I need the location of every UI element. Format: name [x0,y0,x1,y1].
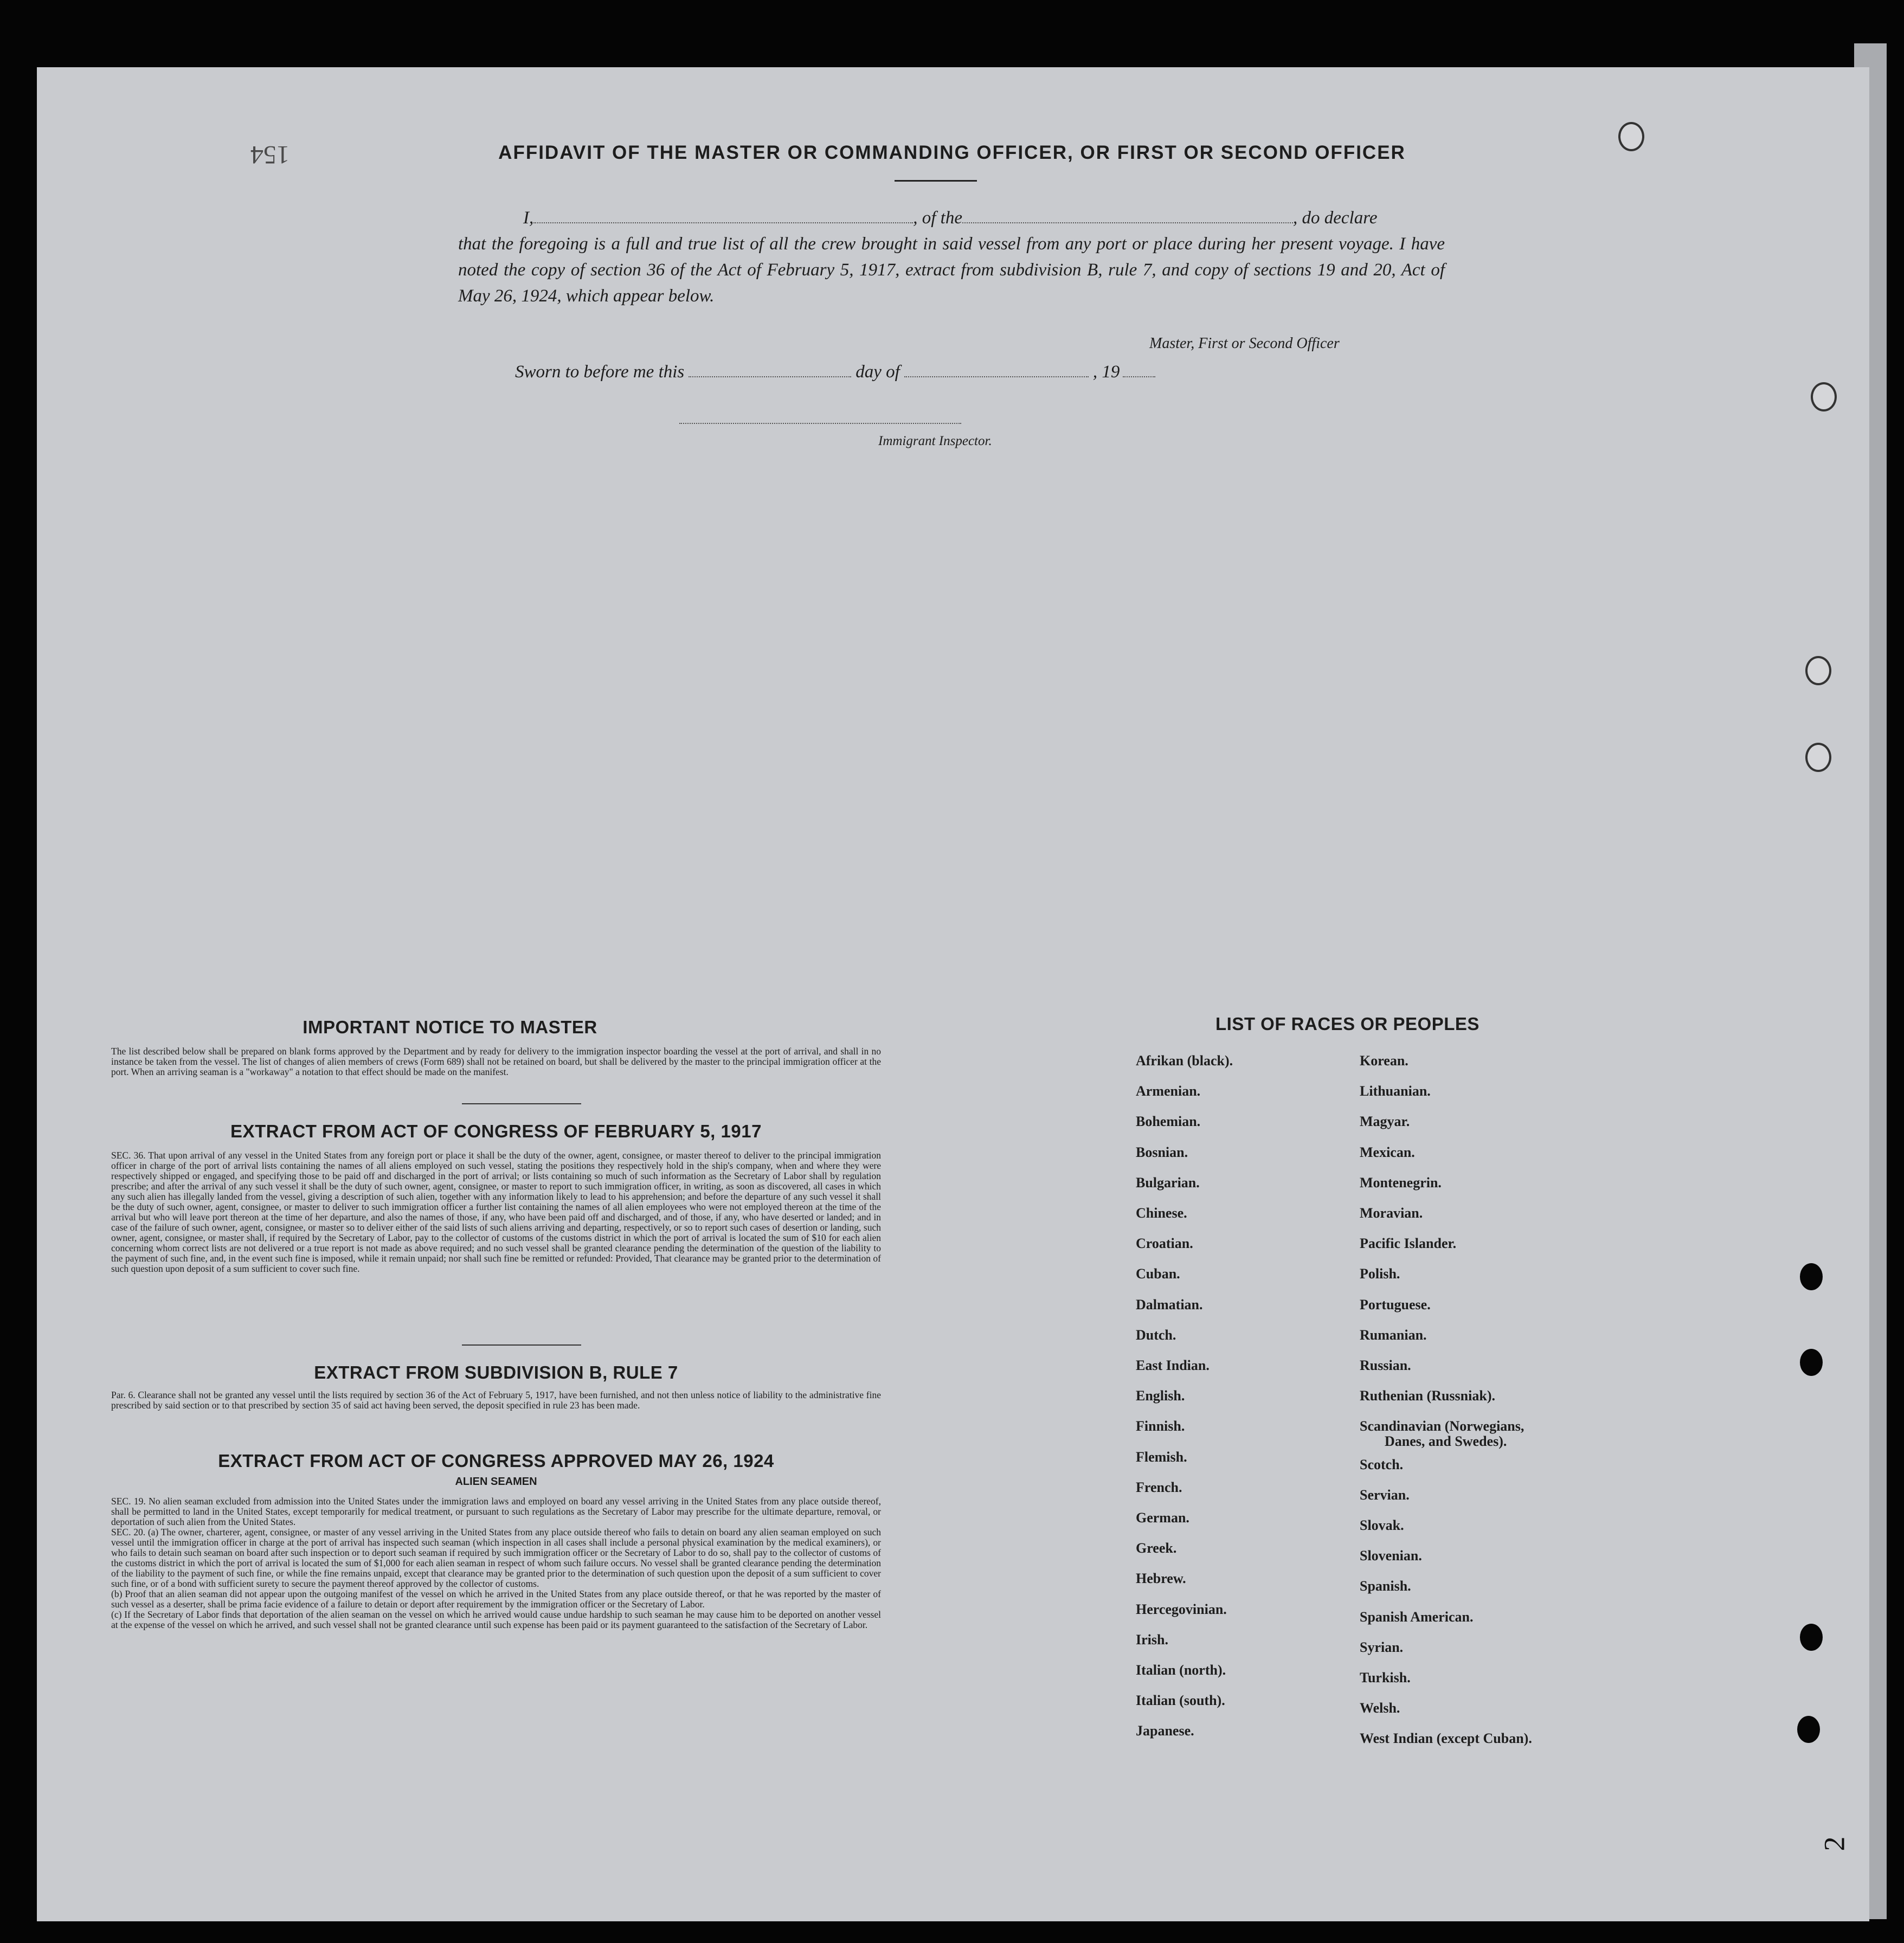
binder-hole [1800,1263,1823,1290]
race-item: Syrian. [1360,1639,1404,1655]
binder-hole [1797,1716,1820,1743]
race-item: Turkish. [1360,1670,1411,1685]
extract-1924-text [111,1496,881,1630]
declaration-line [458,205,1445,231]
race-item: Chinese. [1136,1205,1187,1221]
vessel-blank[interactable] [962,211,1293,223]
race-item: Slovak. [1360,1517,1404,1533]
of-the-label: , of the [913,208,962,228]
race-item: Magyar. [1360,1114,1410,1129]
race-item: Welsh. [1360,1700,1400,1716]
affidavit-body [458,205,1445,309]
officer-signature-label: Master, First or Second Officer [1149,335,1340,352]
sec-19: SEC. 19. No alien seaman excluded from admission into the United States under the immigration laws and employed on board any vessel arriving in the United States from any place outside thereof, shall be permitted to land in the United States, except temporarily for medical treatment, or pursuant to such regulations as the Secretary of Labor may prescribe for the ultimate departure, removal, or deportation of such alien from the United States. [111,1496,881,1527]
race-item: Hebrew. [1136,1571,1186,1586]
extract-1917-text: SEC. 36. That upon arrival of any vessel in the United States from any foreign port or place it shall be the duty of the owner, agent, consignee, or master thereof to deliver to the principal immigration officer in charge of the port of arrival lists containing the names of all aliens employed on such vessel, stating the positions they respectively hold in the ship's company, when and where they were respectively shipped or engaged, and specifying those to be paid off and discharged in the port of arrival; or lists containing so much of such information as the Secretary of Labor shall by regulation prescribe; and after the arrival of any such vessel it shall be the duty of such owner, agent, consignee, or master to report to such immigration officer, in writing, as soon as discovered, all cases in which any such alien has illegally landed from the vessel, giving a description of such alien, together with any information likely to lead to his apprehension; and before the departure of any such vessel it shall be the duty of such owner, agent, consignee, or master to deliver to such immigration officer a further list containing the names of all alien employees who were not employed thereon at the time of the arrival but who will leave port thereon at the time of her departure, and also the names of those, if any, who have been paid off and discharged, and of those, if any, who have deserted or landed; and in case of the failure of such owner, agent, consignee, or master so to deliver either of the said lists of such aliens arriving and departing, respectively, or so to report such cases of desertion or landing, such owner, agent, consignee, or master shall, if required by the Secretary of Labor, pay to the collector of customs of the customs district in which the port of arrival is located the sum of $10 for each alien concerning whom correct lists are not delivered or a true report is not made as above required; and no such vessel shall be granted clearance pending the determination of the question of the liability to the payment of such fine, and, in the event such fine is imposed, while it remain unpaid; nor shall such fine be remitted or refunded: Provided, That clearance may be granted prior to the determination of such question upon deposit of a sum sufficient to cover such fine. [111,1150,881,1274]
race-item: Montenegrin. [1360,1175,1442,1191]
notice-text: The list described below shall be prepared on blank forms approved by the Department and by ready for delivery to the immigration inspector boarding the vessel at the port of arrival, and shall in no instance be taken from the vessel. The list of changes of alien members of crews (Form 689) shall not be retained on board, but shall be delivered by the master to the principal immigration officer at the port. When an arriving seaman is a "workaway" a notation to that effect should be made on the manifest. [111,1046,881,1077]
rule-7-text: Par. 6. Clearance shall not be granted any vessel until the lists required by section 36 of the Act of February 5, 1917, have been furnished, and not then unless notice of liability to the administrative fine prescribed by said section or to that prescribed by section 35 of said act having been served, the deposit specified in rule 23 has been made. [111,1389,881,1411]
race-item: Lithuanian. [1360,1083,1431,1099]
race-item: Pacific Islander. [1360,1236,1457,1251]
race-item: West Indian (except Cuban). [1360,1730,1532,1746]
race-item: Ruthenian (Russniak). [1360,1388,1495,1404]
divider [462,1344,581,1346]
race-item: Japanese. [1136,1723,1194,1739]
race-item: German. [1136,1510,1189,1526]
race-item: Italian (south). [1136,1693,1225,1708]
extract-1924-title: EXTRACT FROM ACT OF CONGRESS APPROVED MAY 26, 1924 [218,1451,774,1471]
binder-hole [1618,122,1644,151]
corner-page-mark: 2 [1818,1836,1851,1851]
race-item: East Indian. [1136,1357,1210,1373]
race-item: Armenian. [1136,1083,1201,1099]
race-item: Greek. [1136,1540,1177,1556]
year-blank[interactable] [1123,365,1155,377]
alien-seamen-subtitle: ALIEN SEAMEN [455,1476,537,1488]
sec-20-b: (b) Proof that an alien seaman did not appear upon the outgoing manifest of the vessel on which he arrived in the United States from any place outside thereof, or that he was reported by the master of such vessel as a deserter, shall be prima facie evidence of a failure to detain or deport after requirement by the immigration officer or the Secretary of Labor. [111,1588,881,1610]
affidavit-statement: that the foregoing is a full and true list of all the crew brought in said vessel from any port or place during her present voyage. I have noted the copy of section 36 of the Act of February 5, 1917, extract from subdivision B, rule 7, and copy of sections 19 and 20, Act of May 26, 1924, which appear below. [458,234,1445,306]
day-of-label: day of [855,362,900,382]
sec-20-a: SEC. 20. (a) The owner, charterer, agent, consignee, or master of any vessel arriving in the United States from any place outside thereof who fails to detain on board any alien seaman employed on such vessel until the immigration officer in charge at the port of arrival has inspected such seaman (which inspection in all cases shall include a personal physical examination by the medical examiners), or who fails to detain such seaman on board after such inspection or to deport such seaman if required by such immigration officer or the Secretary of Labor to do so, shall pay to the collector of customs of the customs district in which the port of arrival is located the sum of $1,000 for each alien seaman in respect of whom such failure occurs. No vessel shall be granted clearance pending the determination of the liability to the payment of such fine, or while the fine remains unpaid, except that clearance may be granted prior to the determination of such question upon the deposit of a sum sufficient to cover such fine, or of a bond with sufficient surety to secure the payment thereof approved by the collector of customs. [111,1527,881,1589]
binder-hole [1805,743,1831,772]
race-item: Spanish American. [1360,1609,1474,1625]
race-item: English. [1136,1388,1185,1404]
race-item: Dutch. [1136,1327,1176,1343]
race-item: Finnish. [1136,1418,1185,1434]
rule-7-title: EXTRACT FROM SUBDIVISION B, RULE 7 [314,1362,678,1382]
race-item: Scotch. [1360,1457,1404,1472]
race-item: Russian. [1360,1357,1411,1373]
year-label: , 19 [1092,362,1120,382]
month-blank[interactable] [904,365,1089,377]
i-label: I, [523,208,534,228]
race-item: Afrikan (black). [1136,1053,1233,1069]
binder-hole [1811,382,1837,411]
divider [462,1103,581,1104]
day-blank[interactable] [689,365,851,377]
races-title: LIST OF RACES OR PEOPLES [1215,1014,1480,1034]
race-item: Italian (north). [1136,1662,1226,1678]
race-item: Cuban. [1136,1266,1180,1282]
inspector-signature-line[interactable] [679,423,961,424]
extract-1917-title: EXTRACT FROM ACT OF CONGRESS OF FEBRUARY 5, 1917 [230,1121,762,1141]
sworn-line [515,362,1220,382]
race-item: French. [1136,1479,1182,1495]
race-item: Scandinavian (Norwegians, [1360,1418,1525,1434]
race-item: Mexican. [1360,1144,1415,1160]
affidavit-title: AFFIDAVIT OF THE MASTER OR COMMANDING OFFICER, OR FIRST OR SECOND OFFICER [498,142,1406,163]
sec-20-c: (c) If the Secretary of Labor finds that deportation of the alien seaman on the vessel on which he arrived would cause undue hardship to such seaman he may cause him to be deported on another vessel at the expense of the vessel on which he arrived, and such vessel shall not be granted clearance until such expense has been paid or its payment guaranteed to the satisfaction of the Secretary of Labor. [111,1609,881,1630]
notice-title: IMPORTANT NOTICE TO MASTER [303,1017,597,1037]
race-item: Bulgarian. [1136,1175,1200,1191]
race-item: Flemish. [1136,1449,1187,1465]
name-blank[interactable] [533,211,913,223]
race-item: Slovenian. [1360,1548,1422,1564]
document-sheet [37,67,1869,1921]
race-item: Servian. [1360,1487,1410,1503]
race-item: Dalmatian. [1136,1297,1203,1313]
race-item: Rumanian. [1360,1327,1427,1343]
race-item: Croatian. [1136,1236,1193,1251]
race-item: Polish. [1360,1266,1400,1282]
race-item: Moravian. [1360,1205,1423,1221]
binder-hole [1800,1349,1823,1376]
do-declare-label: , do declare [1292,208,1378,228]
race-item: Hercegovinian. [1136,1601,1227,1617]
sworn-prefix: Sworn to before me this [515,362,685,382]
race-item: Bosnian. [1136,1144,1188,1160]
title-underline [895,180,977,182]
race-item: Bohemian. [1136,1114,1201,1129]
race-item: Korean. [1360,1053,1408,1069]
page-number-stamp: 154 [250,140,290,169]
race-item: Spanish. [1360,1578,1411,1594]
inspector-label: Immigrant Inspector. [878,434,992,448]
binder-hole [1800,1624,1823,1651]
race-item: Irish. [1136,1632,1168,1648]
binder-hole [1805,656,1831,685]
race-item: Danes, and Swedes). [1385,1433,1507,1449]
race-item: Portuguese. [1360,1297,1431,1313]
